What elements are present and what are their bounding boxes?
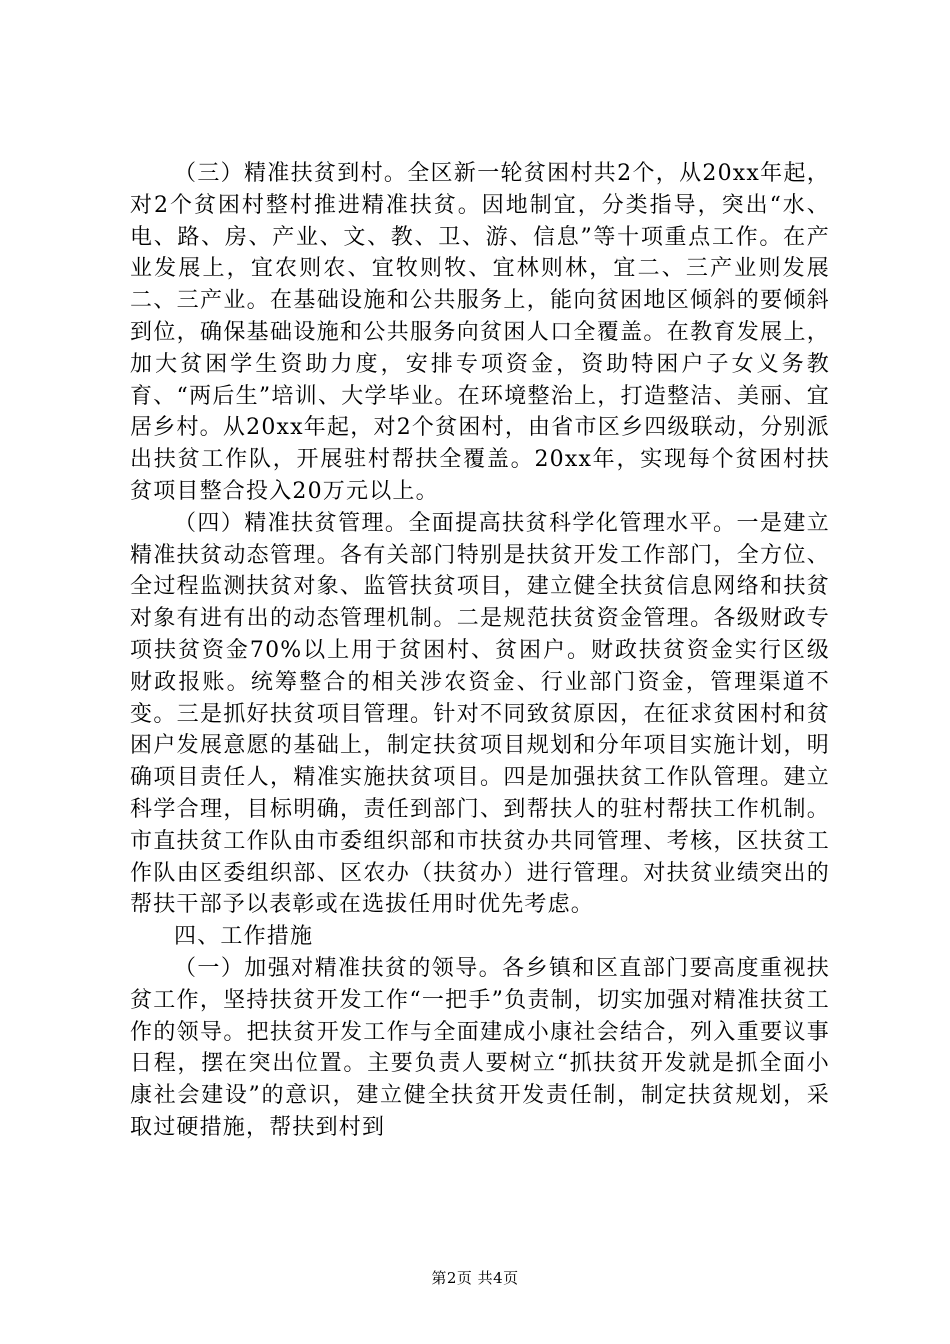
paragraph-leadership: （一）加强对精准扶贫的领导。各乡镇和区直部门要高度重视扶贫工作，坚持扶贫开发工作“一把手”负责制，切实加强对精准扶贫工作的领导。把扶贫开发工作与全面建成小康社会结合，列入重要议事日程，摆在突出位置。主要负责人要树立“抓扶贫开发就是抓全面小康社会建设”的意识，建立健全扶贫开发责任制，制定扶贫规划，采取过硬措施，帮扶到村到	[130, 955, 830, 1140]
document-body	[130, 158, 830, 1144]
page-number-footer: 第2页 共4页	[431, 1269, 519, 1287]
section-heading-work-measures: 四、工作措施	[174, 924, 314, 950]
paragraph-poverty-management: （四）精准扶贫管理。全面提高扶贫科学化管理水平。一是建立精准扶贫动态管理。各有关部门特别是扶贫开发工作部门，全方位、全过程监测扶贫对象、监管扶贫项目，建立健全扶贫信息网络和扶贫对象有进有出的动态管理机制。二是规范扶贫资金管理。各级财政专项扶贫资金70%以上用于贫困村、贫困户。财政扶贫资金实行区级财政报账。统筹整合的相关涉农资金、行业部门资金，管理渠道不变。三是抓好扶贫项目管理。针对不同致贫原因，在征求贫困村和贫困户发展意愿的基础上，制定扶贫项目规划和分年项目实施计划，明确项目责任人，精准实施扶贫项目。四是加强扶贫工作队管理。建立科学合理，目标明确，责任到部门、到帮扶人的驻村帮扶工作机制。市直扶贫工作队由市委组织部和市扶贫办共同管理、考核，区扶贫工作队由区委组织部、区农办（扶贫办）进行管理。对扶贫业绩突出的帮扶干部予以表彰或在选拔任用时优先考虑。	[130, 510, 830, 918]
paragraph-poverty-to-village: （三）精准扶贫到村。全区新一轮贫困村共2个，从20xx年起，对2个贫困村整村推进精准扶贫。因地制宜，分类指导，突出“水、电、路、房、产业、文、教、卫、游、信息”等十项重点工作。在产业发展上，宜农则农、宜牧则牧、宜林则林，宜二、三产业则发展二、三产业。在基础设施和公共服务上，能向贫困地区倾斜的要倾斜到位，确保基础设施和公共服务向贫困人口全覆盖。在教育发展上，加大贫困学生资助力度，安排专项资金，资助特困户子女义务教育、“两后生”培训、大学毕业。在环境整治上，打造整洁、美丽、宜居乡村。从20xx年起，对2个贫困村，由省市区乡四级联动，分别派出扶贫工作队，开展驻村帮扶全覆盖。20xx年，实现每个贫困村扶贫项目整合投入20万元以上。	[130, 161, 830, 504]
